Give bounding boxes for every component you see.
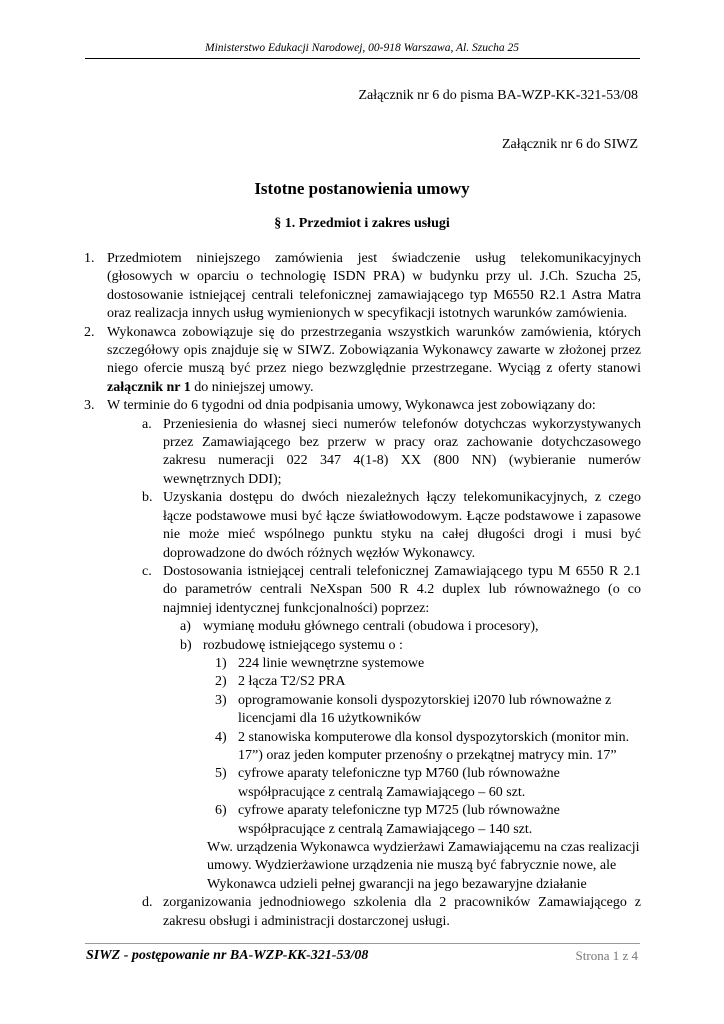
sub-item-d: d. zorganizowania jednodniowego szkolenia dla 2 pracowników Zamawiającego z zakresu obsługi i administracji dostarczonej usługi. bbox=[142, 895, 641, 929]
footer-divider bbox=[85, 943, 640, 944]
document-title: Istotne postanowienia umowy bbox=[254, 179, 470, 198]
bold-reference: załącznik nr 1 bbox=[107, 379, 191, 395]
attachment-reference-letter: Załącznik nr 6 do pisma BA-WZP-KK-321-53/08 bbox=[358, 88, 638, 103]
c-item: b) rozbudowę istniejącego systemu o : bbox=[180, 637, 403, 653]
list-item: 3. W terminie do 6 tygodni od dnia podpisania umowy, Wykonawca jest zobowiązany do: bbox=[84, 398, 596, 414]
list-item: 1. Przedmiotem niniejszego zamówienia jest świadczenie usług telekomunikacyjnych (głosowych w oparciu o technologię ISDN PRA) w budynku przy ul. J.Ch. Szucha 25, dostosowanie istniejącej centrali telefonicznej zamawiającego typ M6550 R2.1 Astra Matra oraz realizacja innych usług wymienionych w specyfikacji istotnych warunków zamówienia. bbox=[84, 251, 641, 322]
page-header: Ministerstwo Edukacji Narodowej, 00-918 Warszawa, Al. Szucha 25 bbox=[205, 42, 519, 54]
equipment-item: 6) cyfrowe aparaty telefoniczne typ M725 (lub równoważne współpracujące z centralą Zamawiającego – 140 szt. bbox=[215, 803, 560, 837]
sub-item-b: b. Uzyskania dostępu do dwóch niezależnych łączy telekomunikacyjnych, z czego łącze podstawowe musi być łącze światłowodowym. Łącze podstawowe i zapasowe nie może mieć wspólnego punktu styku na całej długości drogi i musi być doprowadzone do dwóch różnych węzłów Wykonawcy. bbox=[142, 490, 641, 561]
section-heading: § 1. Przedmiot i zakres usługi bbox=[274, 216, 450, 231]
lease-note: Ww. urządzenia Wykonawca wydzierżawi Zamawiającemu na czas realizacji umowy. Wydzierżawione urządzenia nie muszą być fabrycznie nowe, ale Wykonawca udzieli pełnej gwarancji na jego bezawaryjne działanie bbox=[207, 840, 640, 892]
sub-item-a: a. Przeniesienia do własnej sieci numerów telefonów dotychczas wykorzystywanych przez Zamawiającego bez przerw w pracy oraz zachowanie dotychczasowego zakresu numeracji 022 347 4(1-8) XX (800 NN) (wybieranie numerów wewnętrznych DDI); bbox=[142, 416, 641, 487]
c-item: a) wymianę modułu głównego centrali (obudowa i procesory), bbox=[180, 619, 539, 635]
equipment-item: 3) oprogramowanie konsoli dyspozytorskiej i2070 lub równoważne z licencjami dla 16 użytkowników bbox=[215, 692, 612, 727]
equipment-item: 5) cyfrowe aparaty telefoniczne typ M760 (lub równoważne współpracujące z centralą Zamawiającego – 60 szt. bbox=[215, 766, 560, 800]
header-divider bbox=[85, 58, 640, 59]
equipment-item: 4) 2 stanowiska komputerowe dla konsol dyspozytorskich (monitor min. 17”) oraz jeden komputer przenośny o przekątnej matrycy min. 17” bbox=[215, 729, 630, 763]
equipment-item: 2) 2 łącza T2/S2 PRA bbox=[215, 674, 346, 690]
sub-item-c: c. Dostosowania istniejącej centrali telefonicznej Zamawiającego typu M 6550 R 2.1 do parametrów centrali NeXspan 500 R 4.2 duplex lub równoważnego (o co najmniej identycznej funkcjonalności) poprzez: bbox=[142, 563, 641, 616]
page-number: Strona 1 z 4 bbox=[575, 948, 638, 963]
equipment-item: 1) 224 linie wewnętrzne systemowe bbox=[215, 655, 425, 671]
attachment-reference-siwz: Załącznik nr 6 do SIWZ bbox=[501, 137, 638, 152]
document-body bbox=[84, 250, 641, 931]
footer-procedure-number: SIWZ - postępowanie nr BA-WZP-KK-321-53/08 bbox=[86, 948, 369, 963]
list-item: 2. Wykonawca zobowiązuje się do przestrzegania wszystkich warunków zamówienia, których szczegółowy opis znajduje się w SIWZ. Zobowiązania Wykonawcy zawarte w złożonej przez niego ofercie muszą być przez niego bezwzględnie przestrzegane. Wyciąg z oferty stanowi załącznik nr 1 do niniejszej umowy. bbox=[84, 324, 641, 395]
